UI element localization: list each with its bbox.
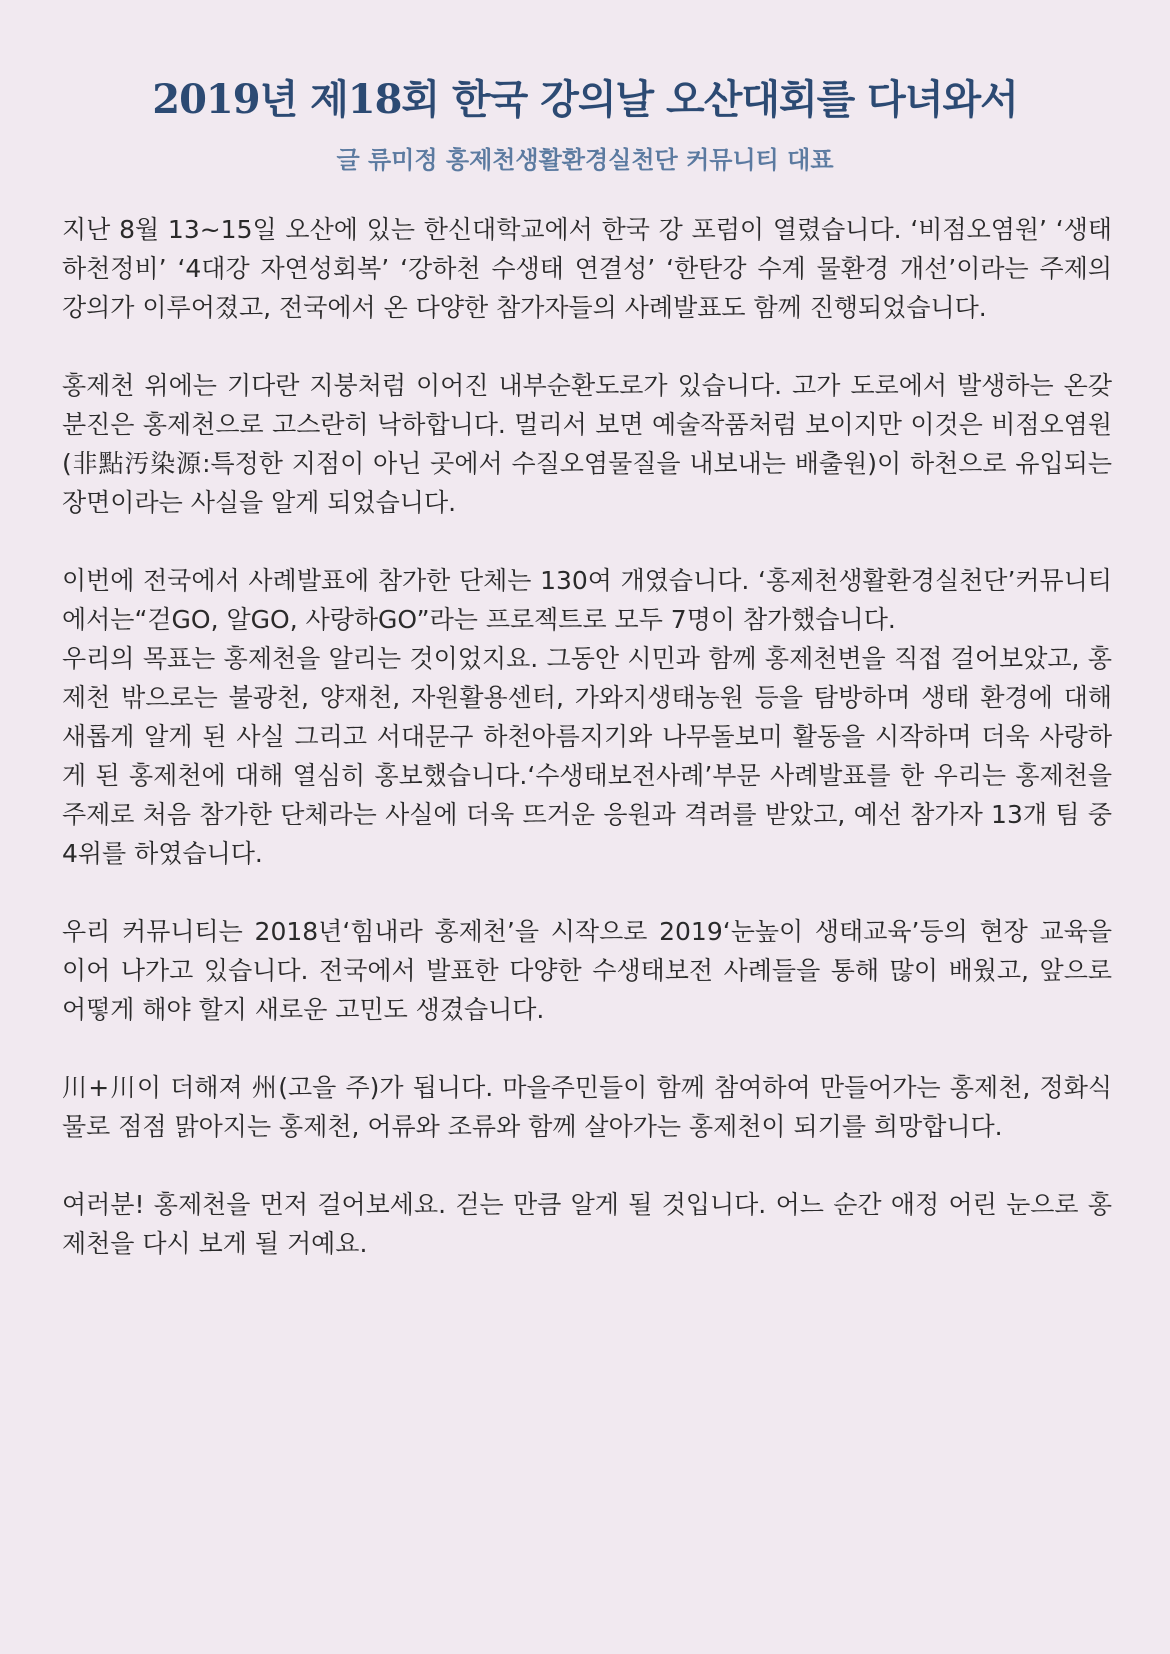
paragraph-hope: 川+川이 더해져 州(고을 주)가 됩니다. 마을주민들이 함께 참여하여 만들어가는 홍제천, 정화식물로 점점 맑아지는 홍제천, 어류와 조류와 함께 살아가는 홍제천이 되기를 희망합니다.: [62, 1073, 1112, 1141]
article-body: [62, 210, 1112, 1302]
paragraph-goal: 우리의 목표는 홍제천을 알리는 것이었지요. 그동안 시민과 함께 홍제천변을 직접 걸어보았고, 홍제천 밖으로는 불광천, 양재천, 자원활용센터, 가와지생태농원 등을 탐방하며 생태 환경에 대해 새롭게 알게 된 사실 그리고 서대문구 하천아름지기와 나무돌보미 활동을 시작하며 더욱 사랑하게 된 홍제천에 대해 열심히 홍보했습니다.‘수생태보전사례’부문 사례발표를 한 우리는 홍제천을 주제로 처음 참가한 단체라는 사실에 더욱 뜨거운 응원과 격려를 받았고, 예선 참가자 13개 팀 중 4위를 하였습니다.: [62, 644, 1112, 868]
paragraph-closing: 여러분! 홍제천을 먼저 걸어보세요. 걷는 만큼 알게 될 것입니다. 어느 순간 애정 어린 눈으로 홍제천을 다시 보게 될 거예요.: [62, 1190, 1112, 1258]
paragraph-nonpoint-pollution: 홍제천 위에는 기다란 지붕처럼 이어진 내부순환도로가 있습니다. 고가 도로에서 발생하는 온갖 분진은 홍제천으로 고스란히 낙하합니다. 멀리서 보면 예술작품처럼 보이지만 이것은 비점오염원(非點汚染源:특정한 지점이 아닌 곳에서 수질오염물질을 내보내는 배출원)이 하천으로 유입되는 장면이라는 사실을 알게 되었습니다.: [62, 371, 1112, 517]
paragraph-forum-intro: 지난 8월 13~15일 오산에 있는 한신대학교에서 한국 강 포럼이 열렸습니다. ‘비점오염원’ ‘생태하천정비’ ‘4대강 자연성회복’ ‘강하천 수생태 연결성’ ‘한탄강 수계 물환경 개선’이라는 주제의 강의가 이루어졌고, 전국에서 온 다양한 참가자들의 사례발표도 함께 진행되었습니다.: [62, 215, 1112, 322]
paragraph-participation: 이번에 전국에서 사례발표에 참가한 단체는 130여 개였습니다. ‘홍제천생활환경실천단’커뮤니티에서는“걷GO, 알GO, 사랑하GO”라는 프로젝트로 모두 7명이 참가했습니다.: [62, 566, 1112, 634]
paragraph-community-education: 우리 커뮤니티는 2018년‘힘내라 홍제천’을 시작으로 2019‘눈높이 생태교육’등의 현장 교육을 이어 나가고 있습니다. 전국에서 발표한 다양한 수생태보전 사례들을 통해 많이 배웠고, 앞으로 어떻게 해야 할지 새로운 고민도 생겼습니다.: [62, 917, 1112, 1024]
article-byline: 글 류미정 홍제천생활환경실천단 커뮤니티 대표: [336, 146, 834, 174]
article-title: 2019년 제18회 한국 강의날 오산대회를 다녀와서: [152, 76, 1018, 123]
